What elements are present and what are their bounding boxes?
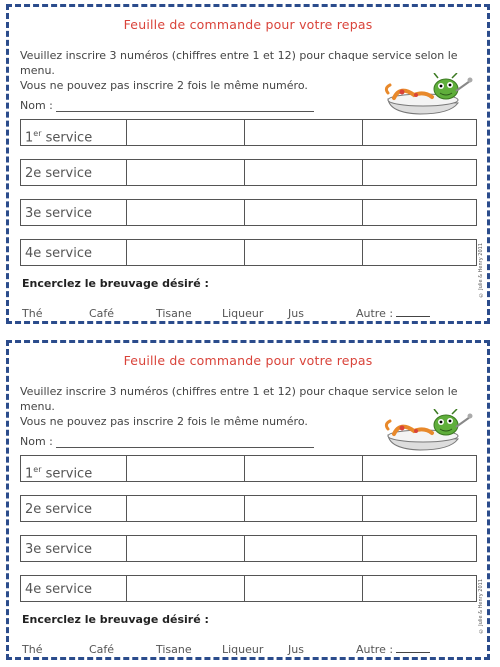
service-row (20, 575, 477, 602)
service-choice-3[interactable] (362, 496, 479, 521)
name-row (20, 435, 314, 448)
service-choice-2[interactable] (244, 496, 362, 521)
instruction-line-2: Vous ne pouvez pas inscrire 2 fois le même numéro. (20, 415, 308, 428)
service-choice-2[interactable] (244, 160, 362, 185)
service-choice-1[interactable] (126, 496, 244, 521)
service-choice-3[interactable] (362, 120, 479, 145)
service-choice-1[interactable] (126, 160, 244, 185)
service-row (20, 119, 477, 146)
service-choice-3[interactable] (362, 200, 479, 225)
beverage-option[interactable]: Café (89, 307, 115, 320)
service-label: 3e service (25, 542, 92, 557)
service-choice-1[interactable] (126, 200, 244, 225)
service-choice-3[interactable] (362, 456, 479, 481)
form-title: Feuille de commande pour votre repas (123, 353, 373, 368)
service-label: 1er service (25, 465, 93, 482)
alien-mascot-icon (380, 73, 475, 117)
beverage-option[interactable]: Jus (288, 307, 304, 320)
beverage-options (22, 307, 437, 321)
alien-mascot-icon (380, 409, 475, 453)
name-row (20, 99, 314, 112)
service-choice-3[interactable] (362, 240, 479, 265)
service-choice-2[interactable] (244, 576, 362, 601)
service-row (20, 495, 477, 522)
service-choice-2[interactable] (244, 240, 362, 265)
service-choice-1[interactable] (126, 240, 244, 265)
service-grid (20, 119, 477, 279)
service-choice-2[interactable] (244, 536, 362, 561)
name-field[interactable] (56, 437, 314, 448)
service-grid (20, 455, 477, 615)
name-field[interactable] (56, 101, 314, 112)
beverage-option[interactable]: Thé (22, 307, 43, 320)
beverage-option[interactable]: Liqueur (222, 307, 264, 320)
service-choice-1[interactable] (126, 536, 244, 561)
instruction-line-1: Veuillez inscrire 3 numéros (chiffres entre 1 et 12) pour chaque service selon le menu. (20, 385, 458, 413)
service-choice-2[interactable] (244, 200, 362, 225)
beverage-option[interactable]: Thé (22, 643, 43, 656)
service-label: 3e service (25, 206, 92, 221)
instruction-line-1: Veuillez inscrire 3 numéros (chiffres entre 1 et 12) pour chaque service selon le menu. (20, 49, 458, 77)
service-choice-1[interactable] (126, 456, 244, 481)
service-row (20, 455, 477, 482)
beverage-option[interactable]: Café (89, 643, 115, 656)
service-label: 2e service (25, 502, 92, 517)
beverage-options (22, 643, 437, 657)
service-choice-3[interactable] (362, 576, 479, 601)
form-title: Feuille de commande pour votre repas (123, 17, 373, 32)
name-label: Nom : (20, 99, 53, 112)
service-label: 2e service (25, 166, 92, 181)
beverage-option[interactable]: Tisane (156, 643, 192, 656)
beverage-title: Encerclez le breuvage désiré : (22, 277, 209, 290)
service-row (20, 535, 477, 562)
beverage-option[interactable]: Jus (288, 643, 304, 656)
copyright-credit: © Julie & Henry 2011 (478, 242, 484, 297)
service-choice-2[interactable] (244, 456, 362, 481)
order-form-card (6, 4, 490, 324)
service-row (20, 159, 477, 186)
service-row (20, 199, 477, 226)
service-label: 4e service (25, 246, 92, 261)
service-choice-2[interactable] (244, 120, 362, 145)
service-choice-3[interactable] (362, 536, 479, 561)
service-choice-1[interactable] (126, 120, 244, 145)
name-label: Nom : (20, 435, 53, 448)
other-option[interactable]: Autre : (356, 643, 430, 656)
service-row (20, 239, 477, 266)
service-label: 1er service (25, 129, 93, 146)
copyright-credit: © Julie & Henry 2011 (478, 578, 484, 633)
order-form-card (6, 340, 490, 660)
beverage-option[interactable]: Tisane (156, 307, 192, 320)
beverage-title: Encerclez le breuvage désiré : (22, 613, 209, 626)
service-choice-3[interactable] (362, 160, 479, 185)
other-option[interactable]: Autre : (356, 307, 430, 320)
service-choice-1[interactable] (126, 576, 244, 601)
service-label: 4e service (25, 582, 92, 597)
instruction-line-2: Vous ne pouvez pas inscrire 2 fois le même numéro. (20, 79, 308, 92)
beverage-option[interactable]: Liqueur (222, 643, 264, 656)
